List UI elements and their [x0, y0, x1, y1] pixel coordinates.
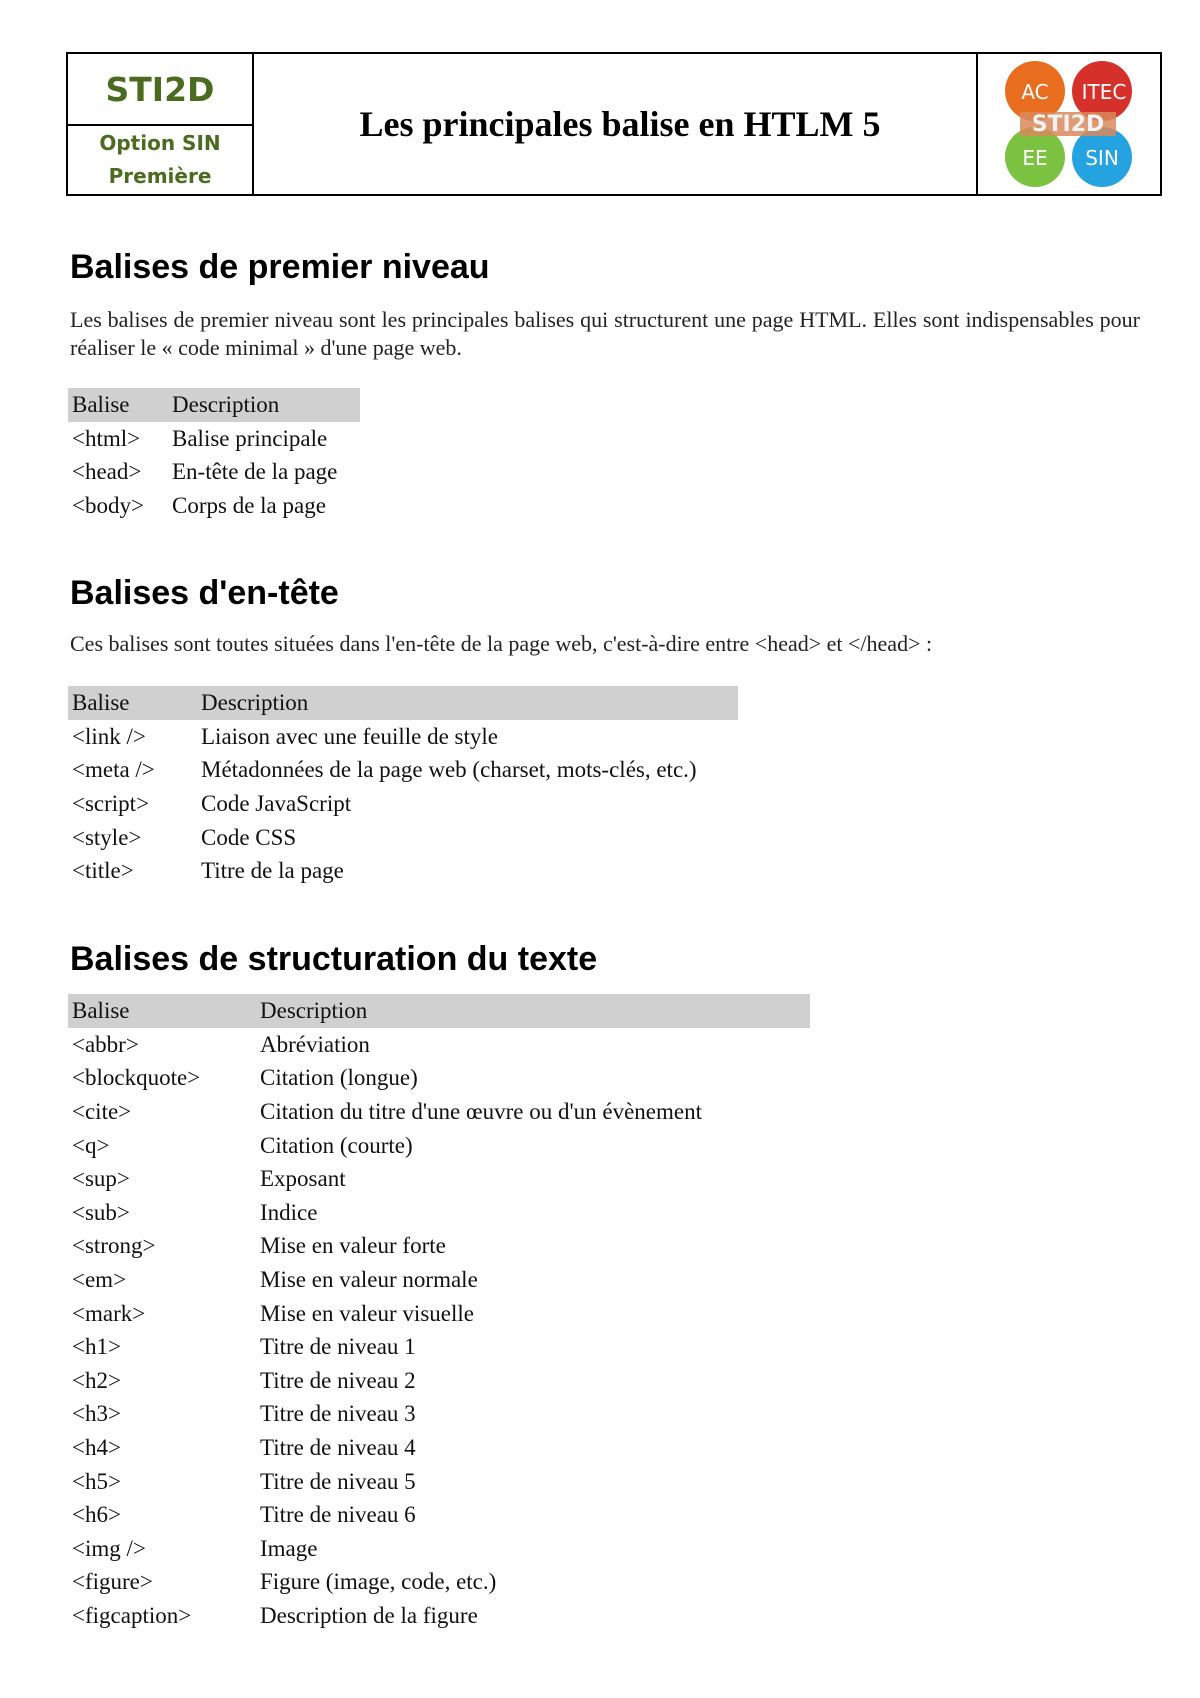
- tag-cell: <h4>: [72, 1434, 121, 1460]
- description-cell: Citation (courte): [260, 1132, 413, 1158]
- description-cell: Titre de niveau 4: [260, 1434, 416, 1460]
- section-paragraph-premier-niveau: Les balises de premier niveau sont les principales balises qui structurent une page HTML. Elles sont indispensables pour réaliser le « code minimal » d'une page web.: [70, 307, 1140, 360]
- table-header-row: [68, 388, 360, 422]
- description-cell: Code JavaScript: [201, 790, 352, 816]
- logo-text-itec: ITEC: [1081, 80, 1127, 104]
- description-cell: Indice: [260, 1199, 318, 1225]
- tag-cell: <script>: [72, 790, 150, 816]
- description-cell: Titre de niveau 3: [260, 1401, 416, 1427]
- table-row: [68, 720, 738, 754]
- logo-text-ee: EE: [1022, 146, 1048, 170]
- table-premier-niveau: [68, 388, 360, 523]
- document-header: [66, 52, 1162, 196]
- table-row: [68, 821, 738, 855]
- table-row: [68, 1398, 810, 1432]
- description-cell: Image: [260, 1535, 318, 1561]
- table-row: [68, 1062, 810, 1096]
- tag-cell: <html>: [72, 425, 141, 451]
- logo-graphic: [978, 54, 1158, 194]
- tag-cell: <h5>: [72, 1468, 121, 1494]
- description-cell: Description de la figure: [260, 1602, 478, 1628]
- tag-cell: <abbr>: [72, 1031, 139, 1057]
- tag-cell: <h1>: [72, 1334, 121, 1360]
- section-title-structuration: Balises de structuration du texte: [70, 940, 598, 978]
- description-cell: Mise en valeur visuelle: [260, 1300, 474, 1326]
- table-row: [68, 1129, 810, 1163]
- description-cell: Citation (longue): [260, 1065, 418, 1091]
- table-row: [68, 1230, 810, 1264]
- column-header-balise: Balise: [72, 998, 130, 1023]
- table-row: [68, 1196, 810, 1230]
- table-row: [68, 1297, 810, 1331]
- level-label: Première: [108, 164, 212, 188]
- description-cell: Balise principale: [172, 425, 328, 451]
- description-cell: Abréviation: [260, 1031, 370, 1057]
- tag-cell: <body>: [72, 492, 144, 518]
- description-cell: Citation du titre d'une œuvre ou d'un évènement: [260, 1098, 702, 1124]
- tag-cell: <em>: [72, 1266, 127, 1292]
- description-cell: Titre de niveau 6: [260, 1502, 416, 1528]
- logo-text-ac: AC: [1021, 80, 1049, 104]
- table-row: [68, 422, 360, 456]
- description-cell: Titre de niveau 5: [260, 1468, 416, 1494]
- tag-cell: <figcaption>: [72, 1602, 192, 1628]
- description-cell: En-tête de la page: [172, 459, 338, 485]
- tag-cell: <style>: [72, 824, 142, 850]
- option-block: [68, 126, 252, 194]
- description-cell: Corps de la page: [172, 492, 326, 518]
- brand-label: STI2D: [68, 54, 252, 126]
- tag-cell: <h6>: [72, 1502, 121, 1528]
- table-structuration: [68, 994, 810, 1633]
- table-row: [68, 1431, 810, 1465]
- description-cell: Code CSS: [201, 824, 297, 850]
- column-header-balise: Balise: [72, 392, 130, 417]
- table-row: [68, 1162, 810, 1196]
- description-cell: Titre de la page: [201, 858, 344, 884]
- tag-cell: <title>: [72, 858, 134, 884]
- logo-text-sin: SIN: [1085, 146, 1119, 170]
- table-row: [68, 1364, 810, 1398]
- table-row: [68, 456, 360, 490]
- tag-cell: <q>: [72, 1132, 110, 1158]
- table-row: [68, 489, 360, 523]
- table-row: [68, 1095, 810, 1129]
- tag-cell: <img />: [72, 1535, 146, 1561]
- tag-cell: <sub>: [72, 1199, 130, 1225]
- description-cell: Liaison avec une feuille de style: [201, 723, 498, 749]
- tag-cell: <figure>: [72, 1569, 153, 1595]
- description-cell: Figure (image, code, etc.): [260, 1569, 497, 1595]
- tag-cell: <h2>: [72, 1367, 121, 1393]
- table-row: [68, 1330, 810, 1364]
- table-row: [68, 1498, 810, 1532]
- column-header-description: Description: [201, 690, 309, 715]
- tag-cell: <meta />: [72, 757, 155, 783]
- logo-text-center: STI2D: [1031, 112, 1105, 137]
- section-title-premier-niveau: Balises de premier niveau: [70, 248, 490, 286]
- column-header-description: Description: [172, 392, 280, 417]
- table-row: [68, 1532, 810, 1566]
- tag-cell: <mark>: [72, 1300, 146, 1326]
- table-header-row: [68, 686, 738, 720]
- table-row: [68, 1599, 810, 1633]
- description-cell: Titre de niveau 2: [260, 1367, 416, 1393]
- description-cell: Mise en valeur forte: [260, 1233, 446, 1259]
- description-cell: Métadonnées de la page web (charset, mots-clés, etc.): [201, 757, 697, 783]
- table-row: [68, 1465, 810, 1499]
- table-row: [68, 1566, 810, 1600]
- table-row: [68, 787, 738, 821]
- table-row: [68, 754, 738, 788]
- tag-cell: <sup>: [72, 1166, 130, 1192]
- document-title: Les principales balise en HTLM 5: [359, 104, 881, 144]
- section-paragraph-en-tete: Ces balises sont toutes situées dans l'en-tête de la page web, c'est-à-dire entre <head> et </head> :: [70, 631, 933, 656]
- description-cell: Exposant: [260, 1166, 346, 1192]
- tag-cell: <h3>: [72, 1401, 121, 1427]
- table-header-row: [68, 994, 810, 1028]
- description-cell: Mise en valeur normale: [260, 1266, 478, 1292]
- tag-cell: <strong>: [72, 1233, 156, 1259]
- column-header-description: Description: [260, 998, 368, 1023]
- tag-cell: <head>: [72, 459, 142, 485]
- table-row: [68, 1263, 810, 1297]
- tag-cell: <cite>: [72, 1098, 132, 1124]
- tag-cell: <blockquote>: [72, 1065, 201, 1091]
- column-header-balise: Balise: [72, 690, 130, 715]
- table-row: [68, 1028, 810, 1062]
- header-left-cell: [68, 54, 254, 194]
- table-row: [68, 854, 738, 888]
- sti2d-logo: [976, 54, 1160, 194]
- table-en-tete: [68, 686, 738, 888]
- tag-cell: <link />: [72, 723, 146, 749]
- option-label: Option SIN: [99, 131, 221, 155]
- description-cell: Titre de niveau 1: [260, 1334, 416, 1360]
- section-title-en-tete: Balises d'en-tête: [70, 574, 339, 612]
